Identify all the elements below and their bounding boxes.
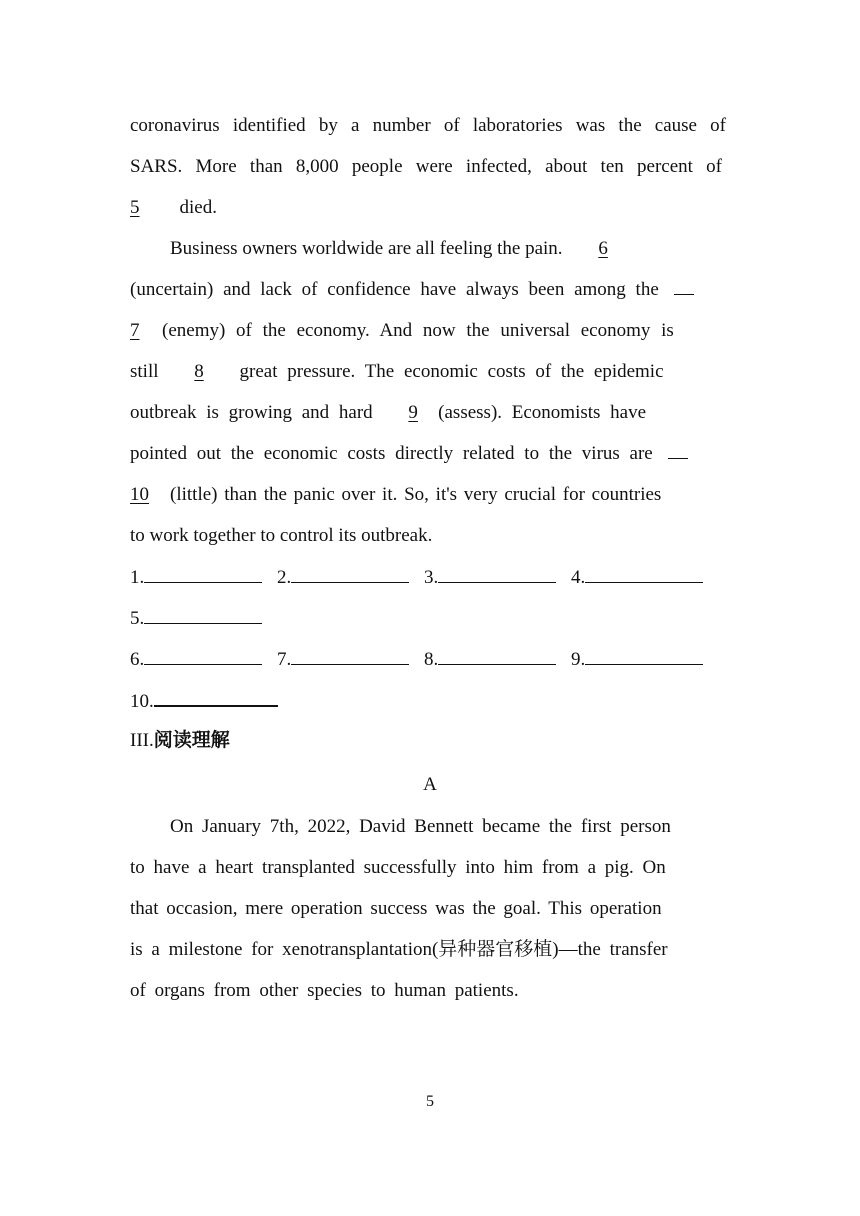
answer-row-1: [130, 556, 713, 597]
answer-blank[interactable]: [438, 638, 556, 665]
reading-line-1: On January 7th, 2022, David Bennett became the first person: [170, 816, 671, 837]
answer-blank[interactable]: [585, 638, 703, 665]
answer-number: 7.: [277, 649, 292, 670]
answer-row-3: [130, 638, 713, 679]
blank-8: 8: [194, 361, 204, 382]
answer-number: 6.: [130, 649, 145, 670]
passage-label: A: [423, 774, 437, 795]
answer-number: 3.: [424, 567, 439, 588]
answer-number: 2.: [277, 567, 292, 588]
answer-10: [130, 679, 278, 722]
answer-blank[interactable]: [438, 556, 556, 583]
passage-text: (assess). Economists have: [438, 402, 647, 423]
passage-text: died.: [179, 197, 217, 218]
passage-text: (uncertain) and lack of confidence have always been among the: [130, 279, 659, 300]
answer-8: [424, 638, 556, 680]
answer-1: [130, 556, 262, 598]
answer-number: 5.: [130, 608, 145, 629]
passage-line-2: SARS. More than 8,000 people were infected, about ten percent of: [130, 156, 722, 177]
answer-row-4: [130, 679, 288, 720]
reading-line-3: that occasion, mere operation success was the goal. This operation: [130, 898, 662, 919]
blank-10: 10: [130, 484, 149, 505]
passage-line-1: coronavirus identified by a number of laboratories was the cause of: [130, 115, 726, 136]
passage-text: still: [130, 361, 159, 382]
answer-9: [571, 638, 703, 680]
page-number: 5: [426, 1093, 434, 1110]
passage-line-11: to work together to control its outbreak.: [130, 525, 433, 546]
passage-line-10: [130, 474, 726, 515]
answer-5: [130, 597, 262, 639]
passage-text: great pressure. The economic costs of the epidemic: [239, 361, 664, 382]
answer-blank[interactable]: [144, 638, 262, 665]
answer-4: [571, 556, 703, 598]
answer-number: 1.: [130, 567, 145, 588]
passage-line-8: [130, 392, 690, 433]
passage-line-7: [130, 351, 690, 392]
blank-7: 7: [130, 320, 140, 341]
reading-line-4: is a milestone for xenotransplantation(异种器官移植)—the transfer: [130, 939, 668, 960]
answer-6: [130, 638, 262, 680]
answer-number: 9.: [571, 649, 586, 670]
passage-text: Business owners worldwide are all feeling the pain.: [170, 238, 563, 259]
passage-line-5: [130, 269, 726, 310]
answer-blank[interactable]: [585, 556, 703, 583]
passage-line-4: [170, 228, 726, 269]
passage-line-9: [130, 433, 726, 474]
blank-9: 9: [408, 402, 418, 423]
reading-line-2: to have a heart transplanted successfully into him from a pig. On: [130, 857, 666, 878]
section-heading: [130, 720, 230, 761]
passage-line-6: [130, 310, 698, 351]
blank-5: 5: [130, 197, 140, 218]
passage-text: pointed out the economic costs directly related to the virus are: [130, 443, 653, 464]
section-roman: III.: [130, 730, 154, 751]
answer-blank[interactable]: [144, 556, 262, 583]
answer-2: [277, 556, 409, 598]
section-title: 阅读理解: [153, 729, 230, 751]
answer-number: 4.: [571, 567, 586, 588]
blank-line: [674, 276, 694, 295]
passage-text: (little) than the panic over it. So, it's very crucial for countries: [170, 484, 662, 505]
blank-line: [668, 440, 688, 459]
answer-row-2: [130, 597, 272, 638]
answer-3: [424, 556, 556, 598]
answer-blank[interactable]: [144, 597, 262, 624]
answer-number: 10.: [130, 691, 154, 712]
passage-text: (enemy) of the economy. And now the universal economy is: [162, 320, 674, 341]
blank-6: 6: [598, 238, 608, 259]
reading-line-5: of organs from other species to human patients.: [130, 980, 519, 1001]
answer-blank[interactable]: [291, 638, 409, 665]
answer-7: [277, 638, 409, 680]
answer-blank[interactable]: [154, 679, 278, 707]
answer-blank[interactable]: [291, 556, 409, 583]
passage-line-3: [130, 187, 726, 228]
answer-number: 8.: [424, 649, 439, 670]
passage-text: outbreak is growing and hard: [130, 402, 373, 423]
